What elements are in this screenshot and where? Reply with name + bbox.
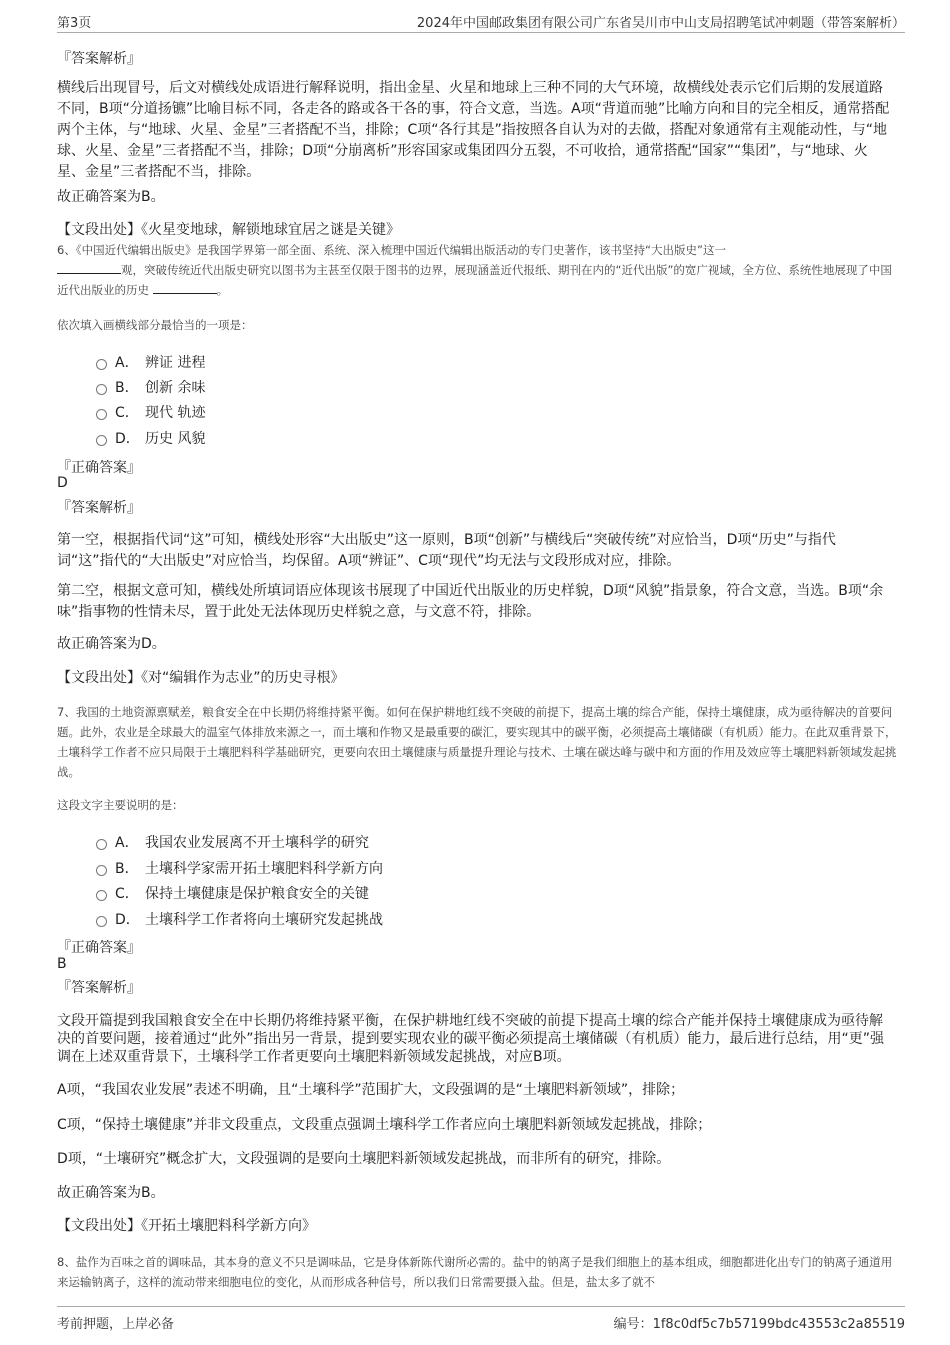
document-id: 编号：1f8c0df5c7b57199bdc43553c2a85519 [613, 1317, 905, 1332]
option-letter: D． [115, 912, 140, 928]
option-letter: C． [115, 405, 139, 421]
question-prompt: 依次填入画横线部分最恰当的一项是： [57, 318, 253, 332]
radio-icon[interactable] [96, 916, 107, 927]
analysis-option-c: C项，“保持土壤健康”并非文段重点，文段重点强调土壤科学工作者应向土壤肥料新领域发起挑战，排除； [57, 1117, 712, 1133]
analysis-label: 『答案解析』 [57, 500, 141, 516]
document-title: 2024年中国邮政集团有限公司广东省吴川市中山支局招聘笔试冲刺题（带答案解析） [416, 16, 905, 31]
analysis-text: 第二空，根据文意可知，横线处所填词语应体现该书展现了中国近代出版业的历史样貌，D项“风貌”指景象，符合文意，当选。B项“余味”指事物的性情未尽，置于此处无法体现历史样貌之意，与文意不符，排除。 [57, 583, 884, 620]
option-text: 历史 风貌 [145, 431, 206, 447]
option-text: 创新 余味 [145, 380, 206, 396]
option-a[interactable] [96, 352, 205, 372]
source-citation: 【文段出处】《开拓土壤肥料科学新方向》 [57, 1218, 316, 1234]
correct-answer: D [57, 475, 68, 491]
source-citation: 【文段出处】《火星变地球，解锁地球宜居之谜是关键》 [57, 222, 400, 238]
radio-icon[interactable] [96, 839, 107, 850]
option-b[interactable] [96, 377, 205, 397]
answer-conclusion: 故正确答案为D。 [57, 636, 166, 652]
question-prompt: 这段文字主要说明的是： [57, 798, 184, 812]
fill-blank [57, 261, 121, 274]
radio-icon[interactable] [96, 384, 107, 395]
option-text: 现代 轨迹 [145, 405, 206, 421]
option-text: 土壤科学家需开拓土壤肥料科学新方向 [145, 861, 383, 877]
option-text: 保持土壤健康是保护粮食安全的关键 [145, 886, 369, 902]
option-c[interactable] [96, 402, 205, 422]
option-letter: D． [115, 431, 140, 447]
analysis-option-d: D项，“土壤研究”概念扩大，文段强调的是要向土壤肥料新领域发起挑战，而非所有的研究，排除。 [57, 1151, 671, 1167]
correct-answer: B [57, 956, 67, 972]
header-divider [57, 32, 905, 33]
option-text: 我国农业发展离不开土壤科学的研究 [145, 835, 369, 851]
option-letter: B． [115, 380, 139, 396]
option-letter: A． [115, 355, 139, 371]
option-letter: C． [115, 886, 139, 902]
question-8-stem: 8、盐作为百味之首的调味品，其本身的意义不只是调味品，它是身体新陈代谢所必需的。盐中的钠离子是我们细胞上的基本组成，细胞都进化出专门的钠离子通道用来运输钠离子，这样的流动带来细胞电位的变化，从而形成各种信号，所以我们日常需要摄入盐。但是，盐太多了就不 [57, 1255, 893, 1289]
radio-icon[interactable] [96, 435, 107, 446]
question-7-stem: 7、我国的土地资源禀赋差，粮食安全在中长期仍将维持紧平衡。如何在保护耕地红线不突破的前提下，提高土壤的综合产能，保持土壤健康，成为亟待解决的首要问题。此外，农业是全球最大的温室气体排放来源之一，而土壤和作物又是最重要的碳汇，要实现其中的碳平衡，必须提高土壤储碳（有机质）能力。在此双重背景下，土壤科学工作者不应只局限于土壤肥料科学基础研究，更要向农田土壤健康与质量提升理论与技术、土壤在碳达峰与碳中和方面的作用及效应等土壤肥料新领域发起挑战。 [57, 705, 897, 779]
analysis-option-a: A项，“我国农业发展”表述不明确，且“土壤科学”范围扩大，文段强调的是“土壤肥料新领域”，排除； [57, 1082, 685, 1098]
footer-slogan: 考前押题，上岸必备 [57, 1317, 175, 1332]
option-a[interactable] [96, 832, 369, 852]
fill-blank [153, 281, 217, 294]
source-citation: 【文段出处】《对“编辑作为志业”的历史寻根》 [57, 670, 345, 686]
correct-answer-label: 『正确答案』 [57, 460, 141, 476]
analysis-text: 横线后出现冒号，后文对横线处成语进行解释说明，指出金星、火星和地球上三种不同的大气环境，故横线处表示它们后期的发展道路不同，B项“分道扬镳”比喻目标不同，各走各的路或各干各的事，符合文意，当选。A项“背道而驰”比喻方向和目的完全相反，通常搭配两个主体，与“地球、火星、金星”三者搭配不当，排除；C项“各行其是”指按照各自认为对的去做，搭配对象通常有主观能动性，与“地球、火星、金星”三者搭配不当，排除；D项“分崩离析”形容国家或集团四分五裂，不可收拾，通常搭配“国家”“集团”，与“地球、火星、金星”三者搭配不当，排除。 [57, 80, 890, 180]
option-c[interactable] [96, 883, 369, 903]
option-text: 土壤科学工作者将向土壤研究发起挑战 [145, 912, 383, 928]
analysis-label: 『答案解析』 [57, 51, 141, 67]
radio-icon[interactable] [96, 865, 107, 876]
option-d[interactable] [96, 909, 383, 929]
radio-icon[interactable] [96, 409, 107, 420]
option-b[interactable] [96, 858, 383, 878]
analysis-label: 『答案解析』 [57, 980, 141, 996]
option-letter: B． [115, 861, 139, 877]
analysis-text: 第一空，根据指代词“这”可知，横线处形容“大出版史”这一原则，B项“创新”与横线后“突破传统”对应恰当，D项“历史”与指代词“这”指代的“大出版史”对应恰当，均保留。A项“辨证”、C项“现代”均无法与文段形成对应，排除。 [57, 532, 836, 569]
radio-icon[interactable] [96, 359, 107, 370]
page-number: 第3页 [57, 16, 92, 31]
answer-conclusion: 故正确答案为B。 [57, 1185, 165, 1201]
option-letter: A． [115, 835, 139, 851]
footer-divider [57, 1306, 905, 1307]
answer-conclusion: 故正确答案为B。 [57, 189, 165, 205]
analysis-text: 文段开篇提到我国粮食安全在中长期仍将维持紧平衡，在保护耕地红线不突破的前提下提高土壤的综合产能并保持土壤健康成为亟待解决的首要问题，接着通过“此外”指出另一背景，提到要实现农业的碳平衡必须提高土壤储碳（有机质）能力，最后进行总结，用“更”强调在上述双重背景下，土壤科学工作者更要向土壤肥料新领域发起挑战，对应B项。 [57, 1013, 885, 1065]
radio-icon[interactable] [96, 890, 107, 901]
question-6-stem: 6、《中国近代编辑出版史》是我国学界第一部全面、系统、深入梳理中国近代编辑出版活动的专门史著作，该书坚持“大出版史”这一 观，突破传统近代出版史研究以图书为主甚至仅限于图书的边界，展现涵盖近代报纸、期刊在内的“近代出版”的宽广视域，全方位、系统性地展现了中国近代出版业的历史 。 [57, 243, 892, 297]
correct-answer-label: 『正确答案』 [57, 940, 141, 956]
option-text: 辨证 进程 [145, 355, 206, 371]
option-d[interactable] [96, 428, 205, 448]
